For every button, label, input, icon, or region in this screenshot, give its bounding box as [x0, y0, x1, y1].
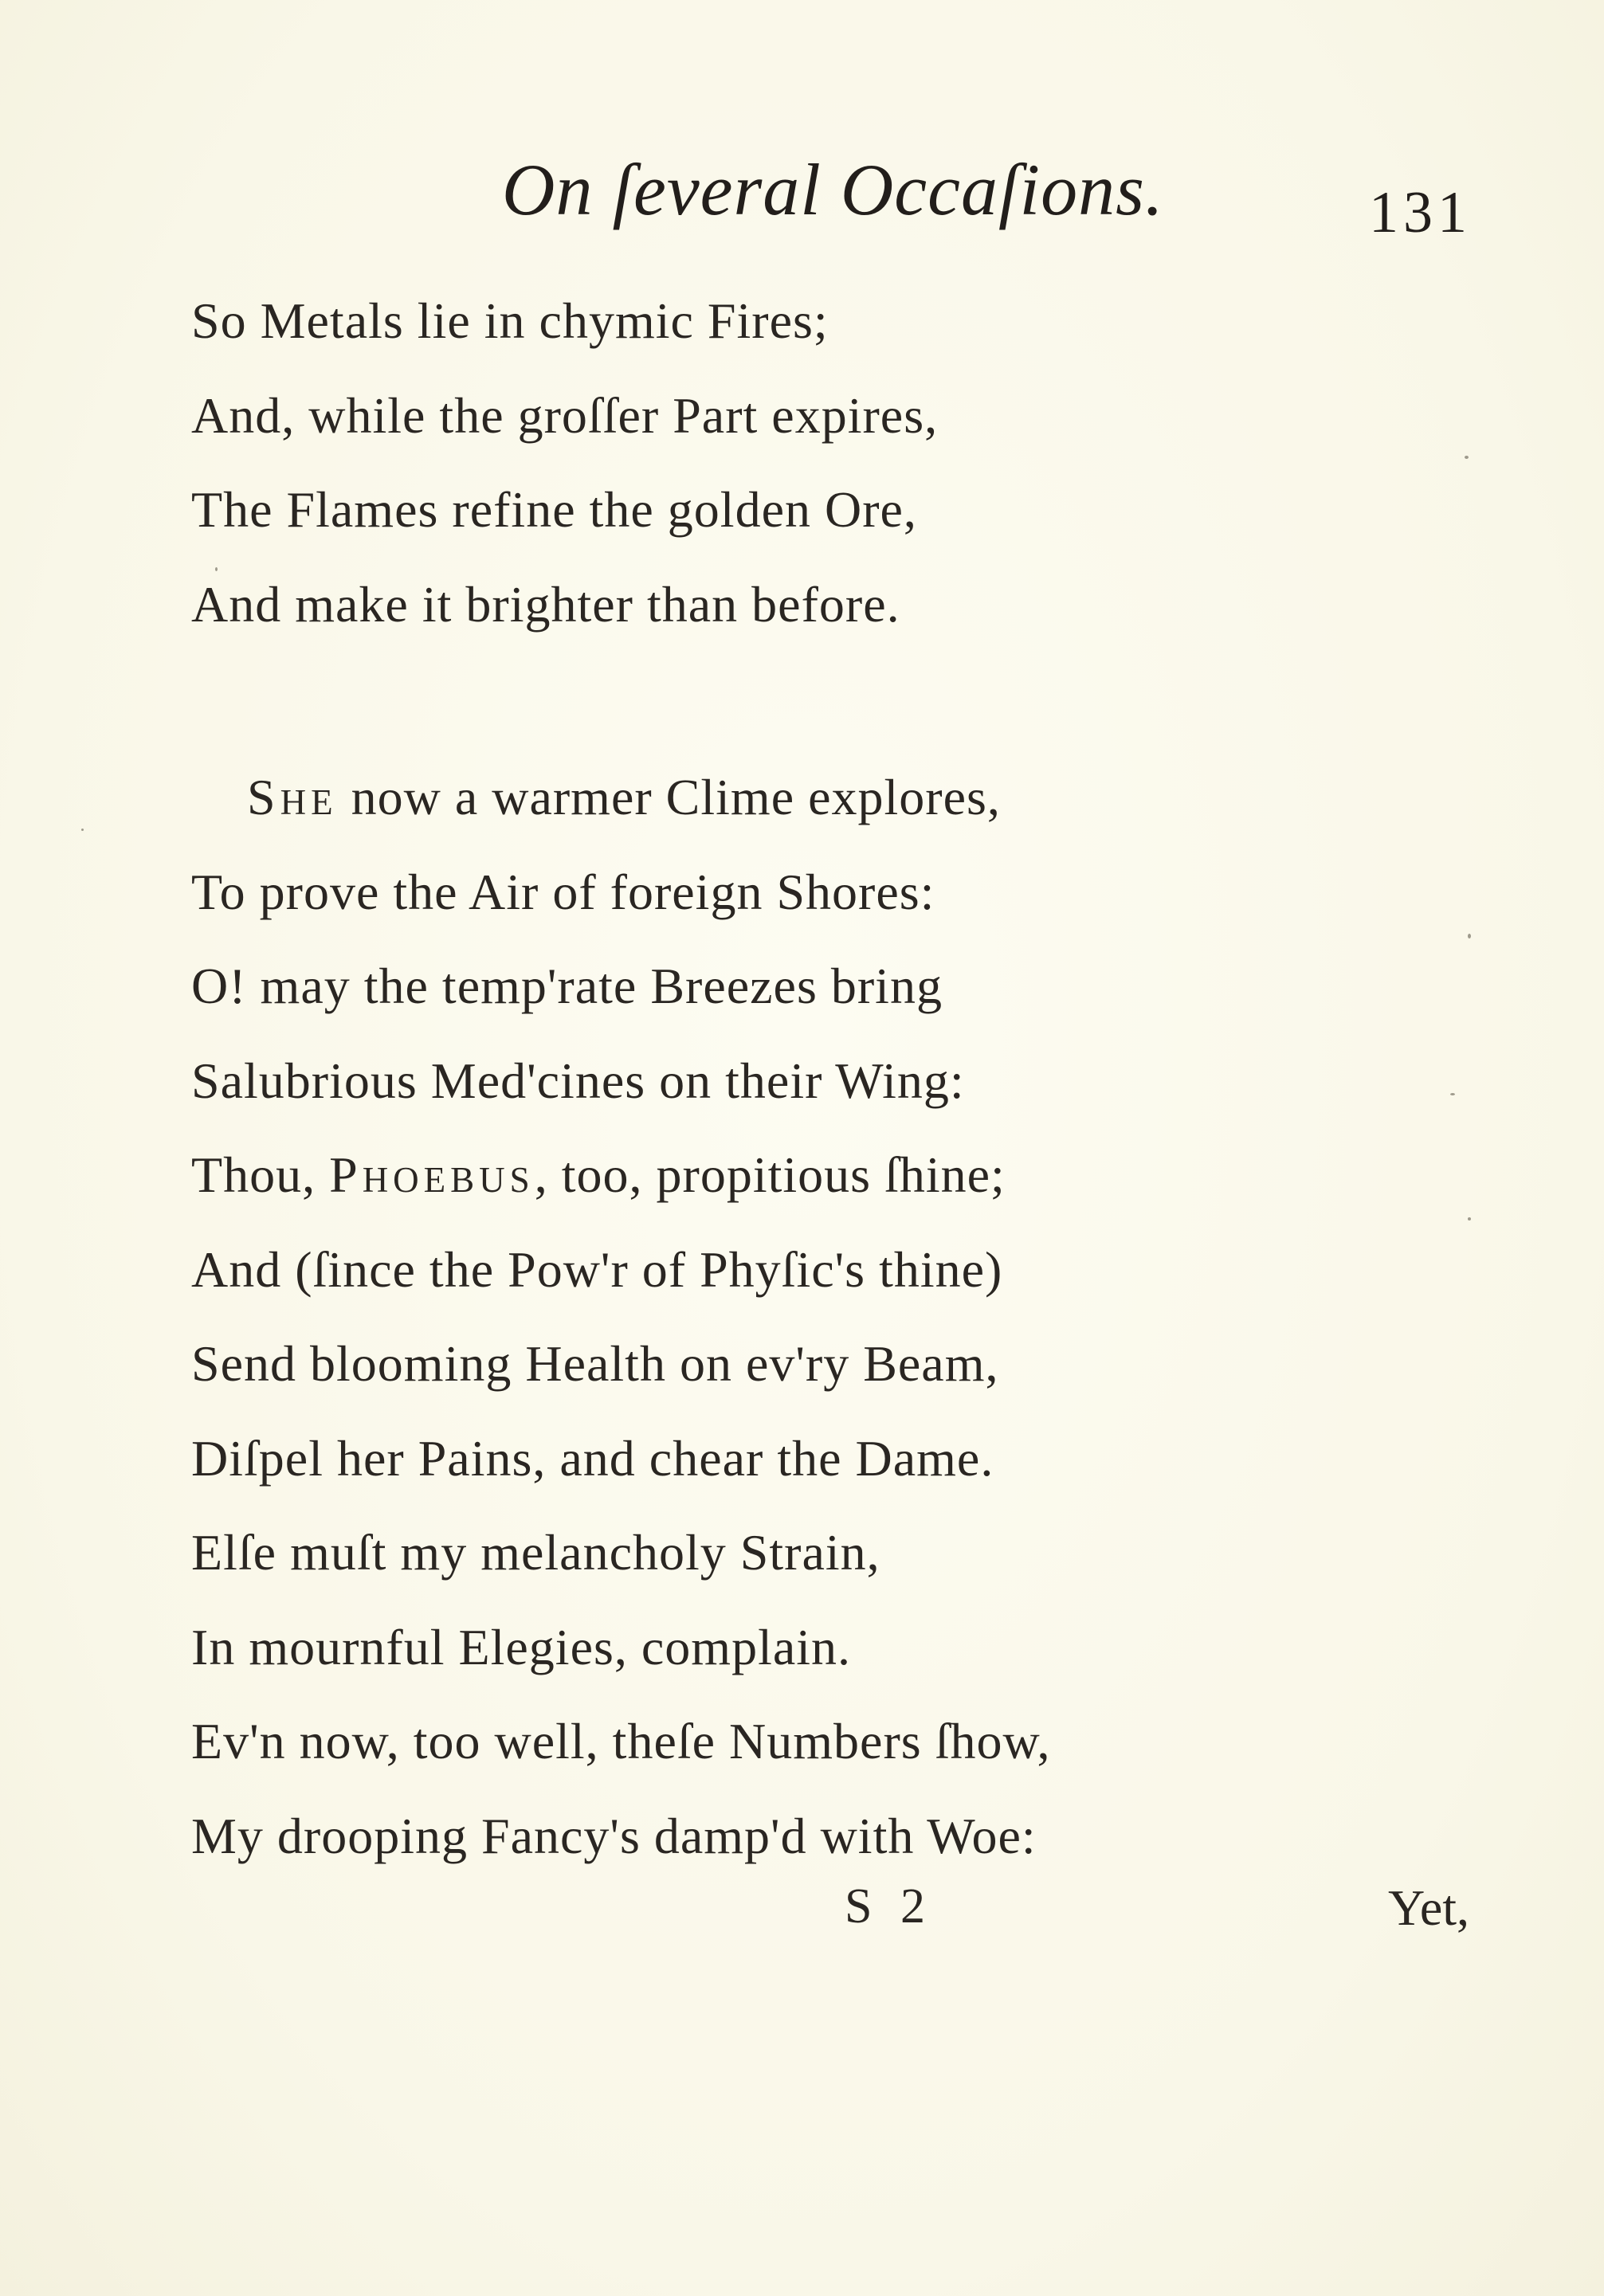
verse-line: And make it brighter than before.	[191, 575, 900, 633]
catchword: Yet,	[1388, 1879, 1469, 1936]
phoebus-pre: Thou,	[191, 1146, 330, 1203]
opening-small-caps: She	[247, 769, 338, 825]
stanza-2	[191, 762, 1386, 1894]
opening-rest: now a warmer Clime explores,	[337, 769, 1001, 825]
paper-speck	[1465, 456, 1469, 459]
running-head: On ſeveral Occaſions.	[502, 149, 1164, 230]
verse-line: Elſe muſt my melancholy Strain,	[191, 1524, 880, 1581]
phoebus-post: , too, propitious ſhine;	[534, 1146, 1006, 1203]
paper-speck	[1450, 1093, 1455, 1095]
verse-line: To prove the Air of foreign Shores:	[191, 863, 935, 920]
signature-mark: S 2	[845, 1879, 933, 1934]
paper-speck	[1468, 1217, 1471, 1220]
phoebus-name: Phoebus	[329, 1146, 535, 1203]
verse-line: Ev'n now, too well, theſe Numbers ſhow,	[191, 1713, 1051, 1769]
paper-speck	[215, 567, 218, 571]
verse-line: So Metals lie in chymic Fires;	[191, 292, 829, 349]
page-number: 131	[1369, 180, 1472, 245]
verse-line: And, while the groſſer Part expires,	[191, 386, 939, 444]
paper-speck	[1468, 934, 1471, 938]
verse-line-phoebus	[191, 1139, 1386, 1234]
verse-line: O! may the temp'rate Breezes bring	[191, 958, 943, 1014]
verse-line-opening	[191, 762, 1386, 856]
verse-line: Send blooming Health on ev'ry Beam,	[191, 1335, 999, 1392]
verse-line: The Flames refine the golden Ore,	[191, 481, 917, 538]
verse-line: In mournful Elegies, complain.	[191, 1618, 852, 1675]
verse-line: And (ſince the Pow'r of Phyſic's thine)	[191, 1240, 1003, 1298]
verse-line: My drooping Fancy's damp'd with Woe:	[191, 1807, 1037, 1864]
paper-speck	[81, 829, 84, 831]
stanza-1	[191, 285, 1386, 663]
verse-line: Diſpel her Pains, and chear the Dame.	[191, 1429, 994, 1487]
verse-line: Salubrious Med'cines on their Wing:	[191, 1052, 965, 1109]
